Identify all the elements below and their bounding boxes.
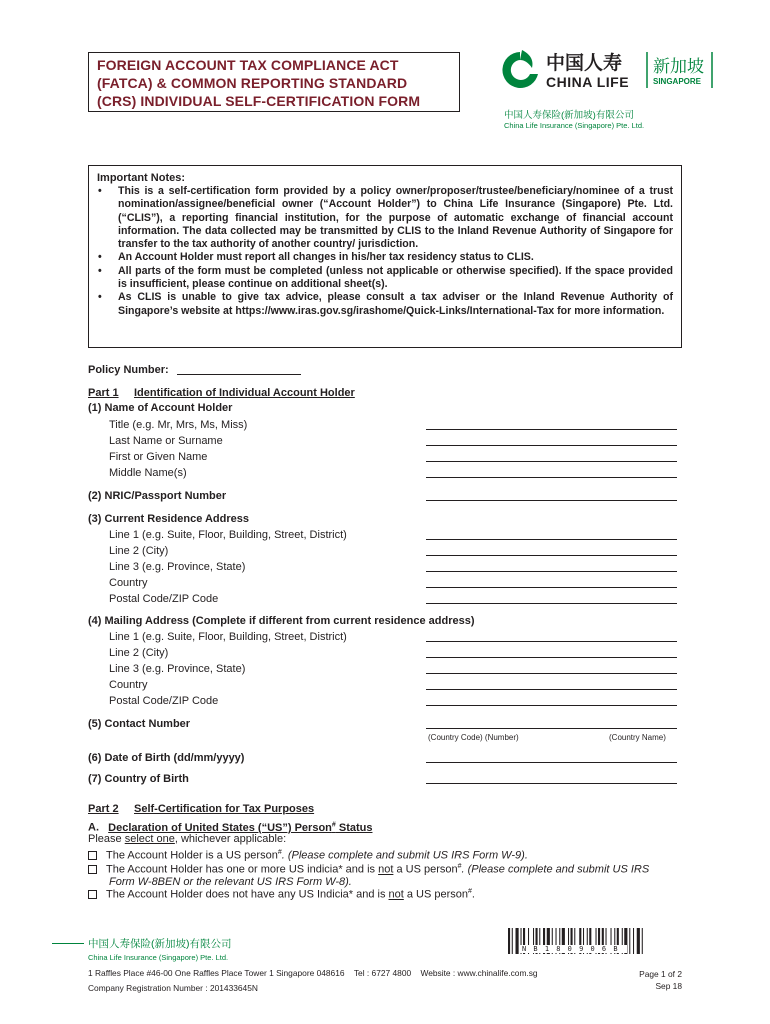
note-text: An Account Holder must report all changes in his/her tax residency status to CLIS. bbox=[118, 251, 534, 264]
barcode-bar bbox=[512, 928, 513, 954]
footer-company-en: China Life Insurance (Singapore) Pte. Ltd. bbox=[88, 953, 229, 962]
note-item bbox=[97, 265, 673, 292]
logo-cn-name: 中国人寿 bbox=[546, 52, 623, 74]
option-text: The Account Holder is a US person bbox=[106, 849, 278, 862]
checkbox[interactable] bbox=[88, 851, 97, 860]
barcode-bar bbox=[629, 928, 630, 954]
note-text: As CLIS is unable to give tax advice, please consult a tax adviser or the Inland Revenue Authority of Singapore’s website at https://www.iras.gov.sg/irashome/Quick-Links/International-Tax for more information. bbox=[118, 291, 673, 317]
sub-letter: A. bbox=[88, 821, 99, 834]
us-status-option-2[interactable] bbox=[88, 861, 688, 889]
section-3-title: (3) Current Residence Address bbox=[88, 513, 249, 525]
res-postal-field[interactable] bbox=[426, 603, 677, 604]
sub-heading-suffix: Status bbox=[335, 821, 373, 834]
option-sup: # bbox=[277, 849, 282, 856]
first-name-field[interactable] bbox=[426, 461, 677, 462]
instruction-post: , whichever applicable: bbox=[174, 833, 287, 845]
last-name-label: Last Name or Surname bbox=[109, 435, 223, 447]
form-version: Sep 18 bbox=[655, 981, 682, 991]
country-of-birth-field[interactable] bbox=[426, 783, 677, 784]
res-line2-label: Line 2 (City) bbox=[109, 545, 169, 557]
important-notes-box bbox=[88, 165, 682, 348]
part1-heading: Identification of Individual Account Holder bbox=[134, 387, 355, 399]
barcode-bar bbox=[508, 928, 510, 954]
res-country-label: Country bbox=[109, 577, 148, 589]
mail-line2-field[interactable] bbox=[426, 657, 677, 658]
res-line1-label: Line 1 (e.g. Suite, Floor, Building, Street, District) bbox=[109, 529, 347, 541]
section-2-title: (2) NRIC/Passport Number bbox=[88, 490, 227, 502]
sub-heading-text bbox=[108, 822, 372, 834]
middle-name-label: Middle Name(s) bbox=[109, 467, 187, 479]
section-6-title: (6) Date of Birth (dd/mm/yyyy) bbox=[88, 752, 245, 764]
footer-dash-line bbox=[52, 943, 84, 944]
bullet: • bbox=[98, 291, 102, 304]
mail-country-label: Country bbox=[109, 679, 148, 691]
notes-list bbox=[97, 185, 673, 318]
option-text: The Account Holder has one or more US indicia* and is bbox=[106, 863, 379, 876]
option-italic: . (Please complete and submit US IRS bbox=[461, 863, 650, 876]
section-4-title: (4) Mailing Address (Complete if different from current residence address) bbox=[88, 615, 475, 627]
footer-tel: Tel : 6727 4800 bbox=[353, 968, 412, 978]
sub-heading-sup: # bbox=[331, 821, 336, 828]
option-underlined: not bbox=[388, 888, 404, 901]
checkbox[interactable] bbox=[88, 865, 97, 874]
barcode-bar bbox=[642, 928, 643, 954]
us-status-option-1[interactable] bbox=[88, 847, 528, 862]
middle-name-field[interactable] bbox=[426, 477, 677, 478]
footer-address-line bbox=[88, 968, 538, 978]
first-name-label: First or Given Name bbox=[109, 451, 208, 463]
china-life-logo bbox=[500, 48, 720, 94]
option-text: The Account Holder does not have any US Indicia* and is bbox=[106, 888, 389, 901]
option-sup: # bbox=[468, 888, 472, 895]
policy-number-field[interactable] bbox=[177, 374, 301, 375]
option-mid: a US person bbox=[393, 863, 458, 876]
checkbox[interactable] bbox=[88, 890, 97, 899]
barcode-bar bbox=[516, 928, 519, 954]
option-italic: . (Please complete and submit US IRS Form W-9). bbox=[281, 849, 528, 862]
mail-postal-field[interactable] bbox=[426, 705, 677, 706]
res-line2-field[interactable] bbox=[426, 555, 677, 556]
res-country-field[interactable] bbox=[426, 587, 677, 588]
part2-number: Part 2 bbox=[88, 803, 119, 815]
part1-number: Part 1 bbox=[88, 387, 119, 399]
section-5-title: (5) Contact Number bbox=[88, 718, 191, 730]
option-sup: # bbox=[457, 863, 462, 870]
footer-address: 1 Raffles Place #46-00 One Raffles Place Tower 1 Singapore 048616 bbox=[88, 968, 345, 978]
form-title-box bbox=[88, 52, 460, 112]
us-status-option-3[interactable] bbox=[88, 886, 475, 901]
note-text: All parts of the form must be completed (unless not applicable or otherwise specified). If the space provided is insufficient, please continue on additional sheet(s). bbox=[118, 264, 673, 291]
note-item bbox=[97, 291, 673, 318]
form-title-line-2: (FATCA) & COMMON REPORTING STANDARD bbox=[97, 75, 408, 91]
option-post: a US person bbox=[403, 888, 469, 901]
china-life-emblem-icon bbox=[502, 50, 538, 88]
mail-line3-label: Line 3 (e.g. Province, State) bbox=[109, 663, 246, 675]
last-name-field[interactable] bbox=[426, 445, 677, 446]
barcode-bar bbox=[637, 928, 640, 954]
mail-line2-label: Line 2 (City) bbox=[109, 647, 169, 659]
title-field[interactable] bbox=[426, 429, 677, 430]
sub-heading-main: Declaration of United States (“US”) Person bbox=[108, 821, 332, 834]
bullet: • bbox=[98, 251, 102, 264]
mail-country-field[interactable] bbox=[426, 689, 677, 690]
option-underlined: not bbox=[378, 863, 394, 876]
select-instruction bbox=[88, 833, 286, 846]
mail-line1-field[interactable] bbox=[426, 641, 677, 642]
mail-line1-label: Line 1 (e.g. Suite, Floor, Building, Street, District) bbox=[109, 631, 347, 643]
option-end: . bbox=[471, 888, 475, 901]
company-name-en: China Life Insurance (Singapore) Pte. Ltd. bbox=[504, 121, 645, 130]
company-name-cn: 中国人寿保险(新加坡)有限公司 bbox=[504, 110, 634, 121]
mail-line3-field[interactable] bbox=[426, 673, 677, 674]
nric-passport-field[interactable] bbox=[426, 500, 677, 501]
contact-caption-right: (Country Name) bbox=[609, 733, 666, 742]
page-number: Page 1 of 2 bbox=[639, 969, 682, 979]
policy-number-label: Policy Number: bbox=[88, 364, 169, 376]
res-postal-label: Postal Code/ZIP Code bbox=[109, 593, 219, 605]
logo-en-name: CHINA LIFE bbox=[546, 74, 630, 90]
res-line3-field[interactable] bbox=[426, 571, 677, 572]
footer-registration: Company Registration Number : 201433645N bbox=[88, 983, 258, 993]
part2-heading: Self-Certification for Tax Purposes bbox=[134, 803, 315, 815]
contact-number-field[interactable] bbox=[426, 728, 677, 729]
mail-postal-label: Postal Code/ZIP Code bbox=[109, 695, 219, 707]
bullet: • bbox=[98, 264, 102, 277]
date-of-birth-field[interactable] bbox=[426, 762, 677, 763]
section-7-title: (7) Country of Birth bbox=[88, 773, 189, 785]
section-1-title: (1) Name of Account Holder bbox=[88, 402, 233, 414]
logo-region-cn: 新加坡 bbox=[653, 57, 704, 77]
title-field-label: Title (e.g. Mr, Mrs, Ms, Miss) bbox=[109, 419, 248, 431]
bullet: • bbox=[98, 185, 102, 197]
form-title-line-3: (CRS) INDIVIDUAL SELF-CERTIFICATION FORM bbox=[97, 93, 421, 109]
footer-company-cn: 中国人寿保险(新加坡)有限公司 bbox=[88, 938, 232, 950]
footer-website: Website : www.chinalife.com.sg bbox=[420, 968, 538, 978]
barcode-text: NB180906B bbox=[522, 945, 625, 953]
note-item bbox=[97, 185, 673, 251]
logo-region-en: SINGAPORE bbox=[653, 77, 702, 86]
res-line1-field[interactable] bbox=[426, 539, 677, 540]
note-item bbox=[97, 251, 673, 264]
res-line3-label: Line 3 (e.g. Province, State) bbox=[109, 561, 246, 573]
instruction-underlined: select one bbox=[124, 833, 175, 845]
option-italic-line2: Form W-8BEN or the relevant US IRS Form W-8). bbox=[109, 876, 352, 889]
notes-title: Important Notes: bbox=[97, 172, 185, 184]
footer-page-info bbox=[639, 968, 682, 992]
note-text: This is a self-certification form provided by a policy owner/proposer/trustee/beneficiary/nominee of a trust nomination/assignee/beneficial owner (“Account Holder”) to China Life Insurance (Singapore) Pte. Ltd. (“CLIS”), a reporting financial institution, for the purpose of automatic exchange of financial account information. The data collected may be transmitted by CLIS to the Inland Revenue Authority of Singapore for transfer to the tax authority of another country/ jurisdiction. bbox=[118, 185, 673, 251]
contact-caption-left: (Country Code) (Number) bbox=[428, 733, 519, 742]
instruction-pre: Please bbox=[88, 833, 125, 845]
barcode-bar bbox=[633, 928, 634, 954]
form-title-line-1: FOREIGN ACCOUNT TAX COMPLIANCE ACT bbox=[97, 57, 399, 73]
